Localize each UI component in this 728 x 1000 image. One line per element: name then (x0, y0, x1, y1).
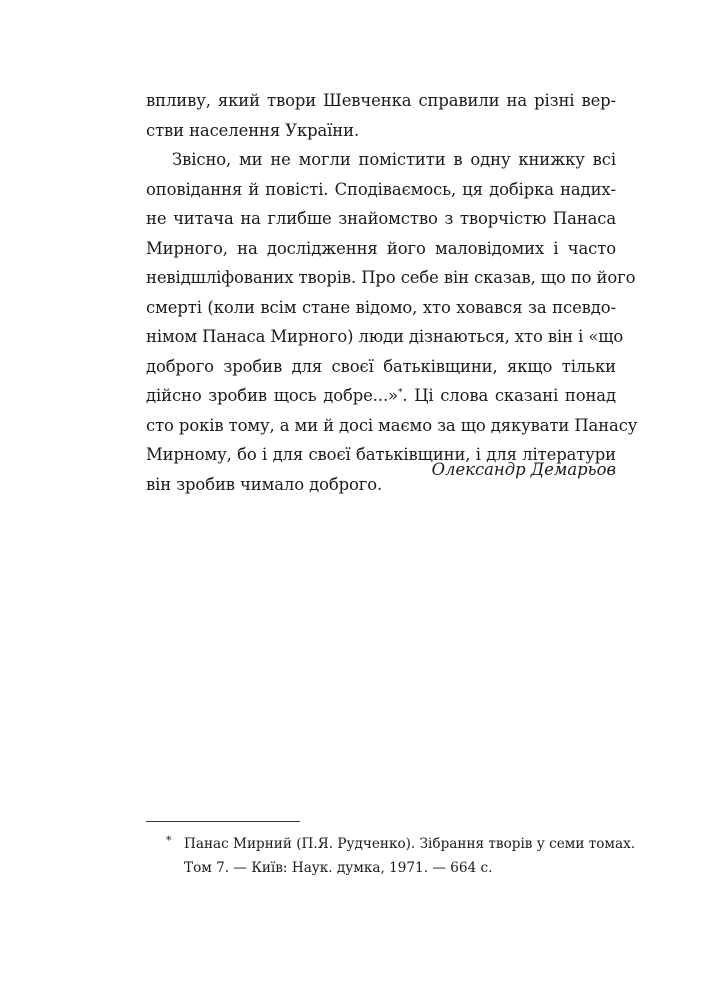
text-line: Мирного, на дослідження його маловідомих і часто (146, 238, 616, 258)
text-segment: Ці слова сказані понад (414, 386, 616, 405)
footnote-line: Панас Мирний (П.Я. Рудченко). Зібрання творів у семи томах. (184, 836, 636, 852)
author-signature: Олександр Демарьов (431, 460, 616, 479)
text-line: сто років тому, а ми й досі маємо за що дякувати Панасу (146, 415, 638, 435)
text-line: невідшліфованих творів. Про себе він сказав, що по його (146, 268, 636, 287)
footnote-line: Том 7. — Київ: Наук. думка, 1971. — 664 с. (184, 860, 493, 876)
text-line: він зробив чимало доброго. (146, 474, 383, 494)
text-line: доброго зробив для своєї батьківщини, якщо тільки (146, 356, 616, 376)
text-line: не читача на глибше знайомство з творчістю Панаса (146, 209, 616, 228)
footnote-mark: * (166, 834, 172, 847)
text-line: дійсно зробив щось добре...»*. Ці слова сказані понад (146, 386, 616, 405)
text-line: Мирному, бо і для своєї батьківщини, і для літератури (146, 445, 616, 464)
text-line: впливу, який твори Шевченка справили на різні вер- (146, 91, 616, 110)
footnote-divider (146, 821, 300, 822)
text-line: стви населення України. (146, 120, 360, 140)
text-line: оповідання й повісті. Сподіваємось, ця добірка надих- (146, 179, 616, 199)
text-line: смерті (коли всім стане відомо, хто ховався за псевдо- (146, 297, 616, 317)
footnote-reference[interactable]: * (397, 388, 403, 398)
main-text (146, 86, 638, 499)
text-line: Звісно, ми не могли помістити в одну книжку всі (172, 150, 616, 169)
footnote (146, 832, 636, 880)
text-segment: дійсно зробив щось добре...» (146, 386, 398, 405)
text-line: німом Панаса Мирного) люди дізнаються, хто він і «що (146, 327, 624, 346)
